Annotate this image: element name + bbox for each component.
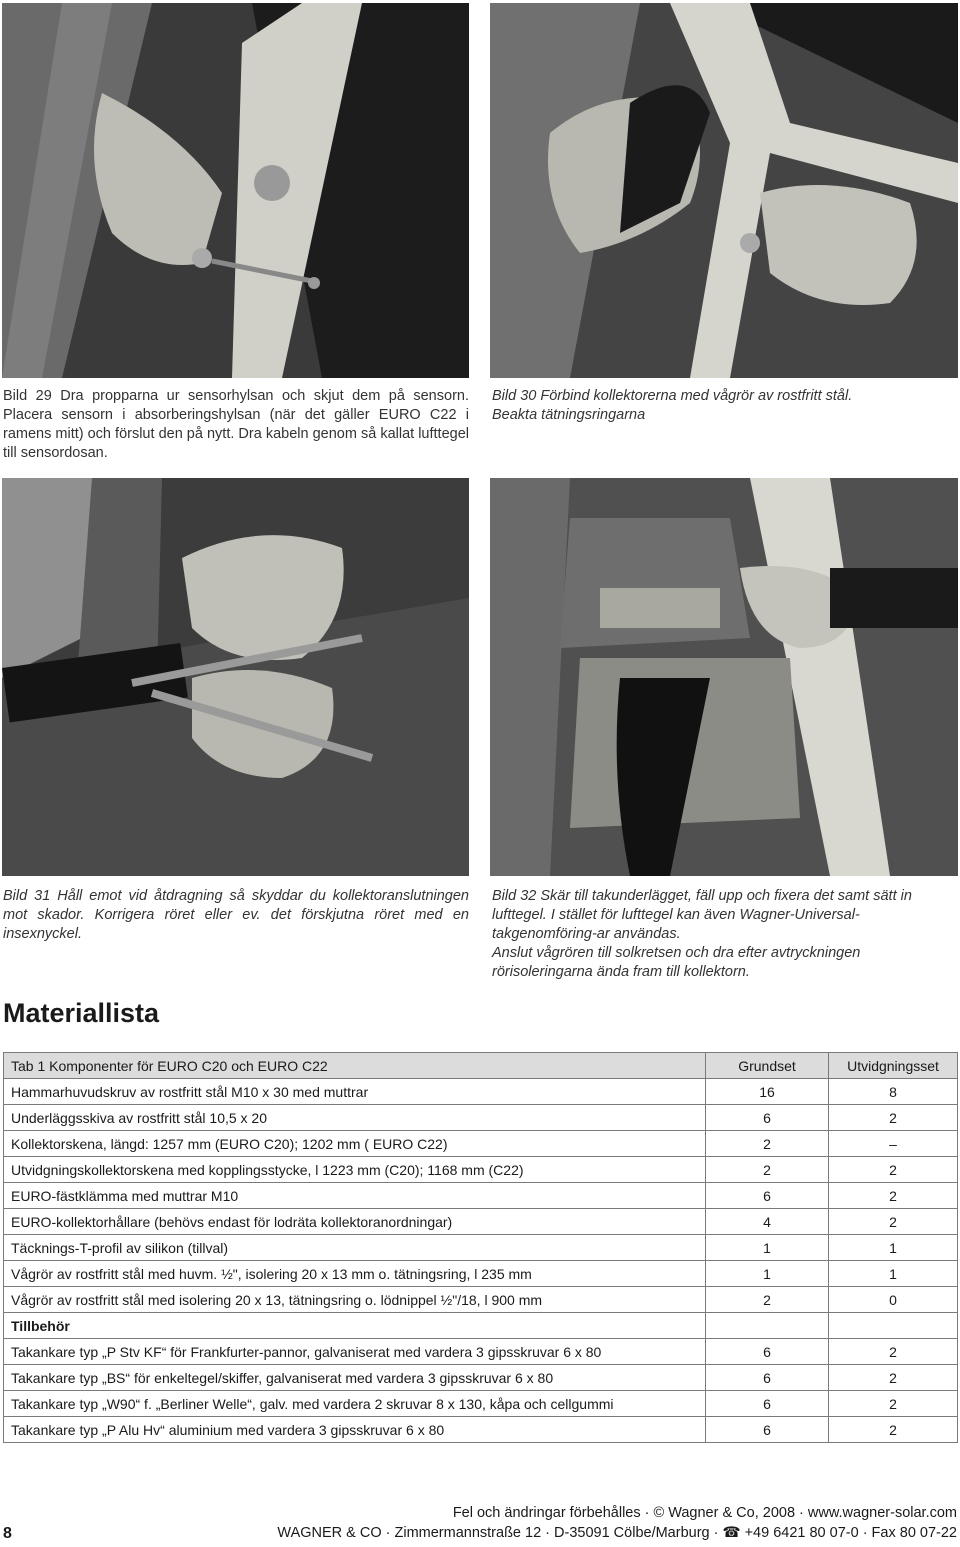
table-row	[4, 1391, 958, 1417]
table-header-grundset: Grundset	[706, 1053, 829, 1079]
table-cell-grundset: 6	[706, 1417, 829, 1443]
phone-icon: ☎	[722, 1525, 741, 1541]
table-cell-grundset: 1	[706, 1235, 829, 1261]
table-header-utvidgningsset: Utvidgningsset	[829, 1053, 958, 1079]
table-cell-grundset: 6	[706, 1183, 829, 1209]
table-cell-grundset: 4	[706, 1209, 829, 1235]
table-cell-component: Vågrör av rostfritt stål med isolering 20 x 13, tätningsring o. lödnippel ½"/18, l 900 mm	[4, 1287, 706, 1313]
table-cell-utvidgningsset: –	[829, 1131, 958, 1157]
table-cell-empty	[829, 1313, 958, 1339]
table-cell-component: Takankare typ „P Alu Hv“ aluminium med vardera 3 gipsskruvar 6 x 80	[4, 1417, 706, 1443]
table-cell-utvidgningsset: 2	[829, 1339, 958, 1365]
table-cell-grundset: 2	[706, 1287, 829, 1313]
table-row	[4, 1417, 958, 1443]
table-row	[4, 1131, 958, 1157]
table-row	[4, 1183, 958, 1209]
table-cell-component: Täcknings-T-profil av silikon (tillval)	[4, 1235, 706, 1261]
table-cell-grundset: 16	[706, 1079, 829, 1105]
table-cell-component: Takankare typ „W90“ f. „Berliner Welle“, galv. med vardera 2 skruvar 8 x 130, kåpa och cellgummi	[4, 1391, 706, 1417]
footer-address: WAGNER & CO · Zimmermannstraße 12 · D-35091 Cölbe/Marburg ·	[277, 1525, 723, 1541]
section-heading: Materiallista	[3, 998, 160, 1028]
materials-table	[3, 1052, 958, 1443]
photo-bild-30	[490, 3, 958, 378]
table-cell-grundset: 6	[706, 1105, 829, 1131]
table-cell-utvidgningsset: 2	[829, 1391, 958, 1417]
table-cell-component: Takankare typ „P Stv KF“ för Frankfurter-pannor, galvaniserat med vardera 3 gipsskruvar 6 x 80	[4, 1339, 706, 1365]
table-row	[4, 1261, 958, 1287]
table-cell-grundset: 1	[706, 1261, 829, 1287]
table-cell-utvidgningsset: 2	[829, 1105, 958, 1131]
caption-bild-32	[492, 887, 958, 982]
table-row	[4, 1157, 958, 1183]
table-cell-empty	[706, 1313, 829, 1339]
photo-collector-connection-icon	[490, 3, 958, 378]
caption-bild-29	[3, 387, 469, 463]
table-row	[4, 1235, 958, 1261]
footer-line-2	[277, 1525, 957, 1541]
caption-bild-30	[492, 387, 958, 425]
table-row	[4, 1079, 958, 1105]
table-section-label: Tillbehör	[4, 1313, 706, 1339]
photo-bild-31	[2, 478, 469, 876]
table-cell-utvidgningsset: 2	[829, 1365, 958, 1391]
caption-bild-30-line2: Beakta tätningsringarna	[492, 407, 646, 423]
caption-bild-30-line1: Bild 30 Förbind kollektorerna med vågrör av rostfritt stål.	[492, 388, 853, 404]
table-cell-grundset: 6	[706, 1339, 829, 1365]
caption-bild-32-part2: Anslut vågrören till solkretsen och dra efter avtryckningen rörisoleringarna ända fram till kollektorn.	[492, 945, 861, 980]
footer-phone-fax: +49 6421 80 07-0 · Fax 80 07-22	[740, 1525, 957, 1541]
table-row	[4, 1105, 958, 1131]
photo-bild-32	[490, 478, 958, 876]
table-cell-utvidgningsset: 2	[829, 1157, 958, 1183]
table-row	[4, 1287, 958, 1313]
photo-wrench-tightening-icon	[2, 478, 469, 876]
table-cell-component: Takankare typ „BS“ för enkeltegel/skiffer, galvaniserat med vardera 3 gipsskruvar 6 x 80	[4, 1365, 706, 1391]
table-cell-utvidgningsset: 1	[829, 1235, 958, 1261]
table-cell-component: EURO-fästklämma med muttrar M10	[4, 1183, 706, 1209]
table-cell-component: Hammarhuvudskruv av rostfritt stål M10 x 30 med muttrar	[4, 1079, 706, 1105]
caption-bild-31	[3, 887, 469, 944]
table-cell-utvidgningsset: 1	[829, 1261, 958, 1287]
table-cell-utvidgningsset: 2	[829, 1417, 958, 1443]
table-row	[4, 1339, 958, 1365]
table-cell-component: Utvidgningskollektorskena med kopplingsstycke, l 1223 mm (C20); 1168 mm (C22)	[4, 1157, 706, 1183]
table-header-component: Tab 1 Komponenter för EURO C20 och EURO C22	[4, 1053, 706, 1079]
table-cell-component: EURO-kollektorhållare (behövs endast för lodräta kollektoranordningar)	[4, 1209, 706, 1235]
table-header-row	[4, 1053, 958, 1079]
table-cell-component: Kollektorskena, längd: 1257 mm (EURO C20); 1202 mm ( EURO C22)	[4, 1131, 706, 1157]
table-cell-component: Vågrör av rostfritt stål med huvm. ½", isolering 20 x 13 mm o. tätningsring, l 235 mm	[4, 1261, 706, 1287]
caption-bild-31-text: Bild 31 Håll emot vid åtdragning så skyddar du kollektoranslutningen mot skador. Korrigera röret eller ev. det förskjutna röret med en insexnyckel.	[3, 888, 469, 942]
table-cell-utvidgningsset: 2	[829, 1183, 958, 1209]
caption-bild-29-text: Bild 29 Dra propparna ur sensorhylsan och skjut dem på sensorn. Placera sensorn i absorberingshylsan (när det gäller EURO C22 i ramens mitt) och förslut den på nytt. Dra kabeln genom så kallat lufttegel till sensordosan.	[3, 388, 469, 461]
table-row	[4, 1209, 958, 1235]
photo-vent-tile-icon	[490, 478, 958, 876]
table-row	[4, 1365, 958, 1391]
table-cell-grundset: 6	[706, 1365, 829, 1391]
table-cell-utvidgningsset: 2	[829, 1209, 958, 1235]
table-cell-utvidgningsset: 8	[829, 1079, 958, 1105]
table-section-row	[4, 1313, 958, 1339]
page-number: 8	[3, 1525, 12, 1542]
photo-bild-29	[2, 3, 469, 378]
caption-bild-32-part1: Bild 32 Skär till takunderlägget, fäll upp och fixera det samt sätt in lufttegel. I stället för lufttegel kan även Wagner-Universal-takgenomföring-ar användas.	[492, 888, 912, 942]
photo-sensor-installation-icon	[2, 3, 469, 378]
table-cell-grundset: 2	[706, 1131, 829, 1157]
table-cell-component: Underläggsskiva av rostfritt stål 10,5 x 20	[4, 1105, 706, 1131]
footer-line-1: Fel och ändringar förbehålles · © Wagner & Co, 2008 · www.wagner-solar.com	[452, 1505, 957, 1521]
table-cell-utvidgningsset: 0	[829, 1287, 958, 1313]
table-cell-grundset: 6	[706, 1391, 829, 1417]
table-cell-grundset: 2	[706, 1157, 829, 1183]
